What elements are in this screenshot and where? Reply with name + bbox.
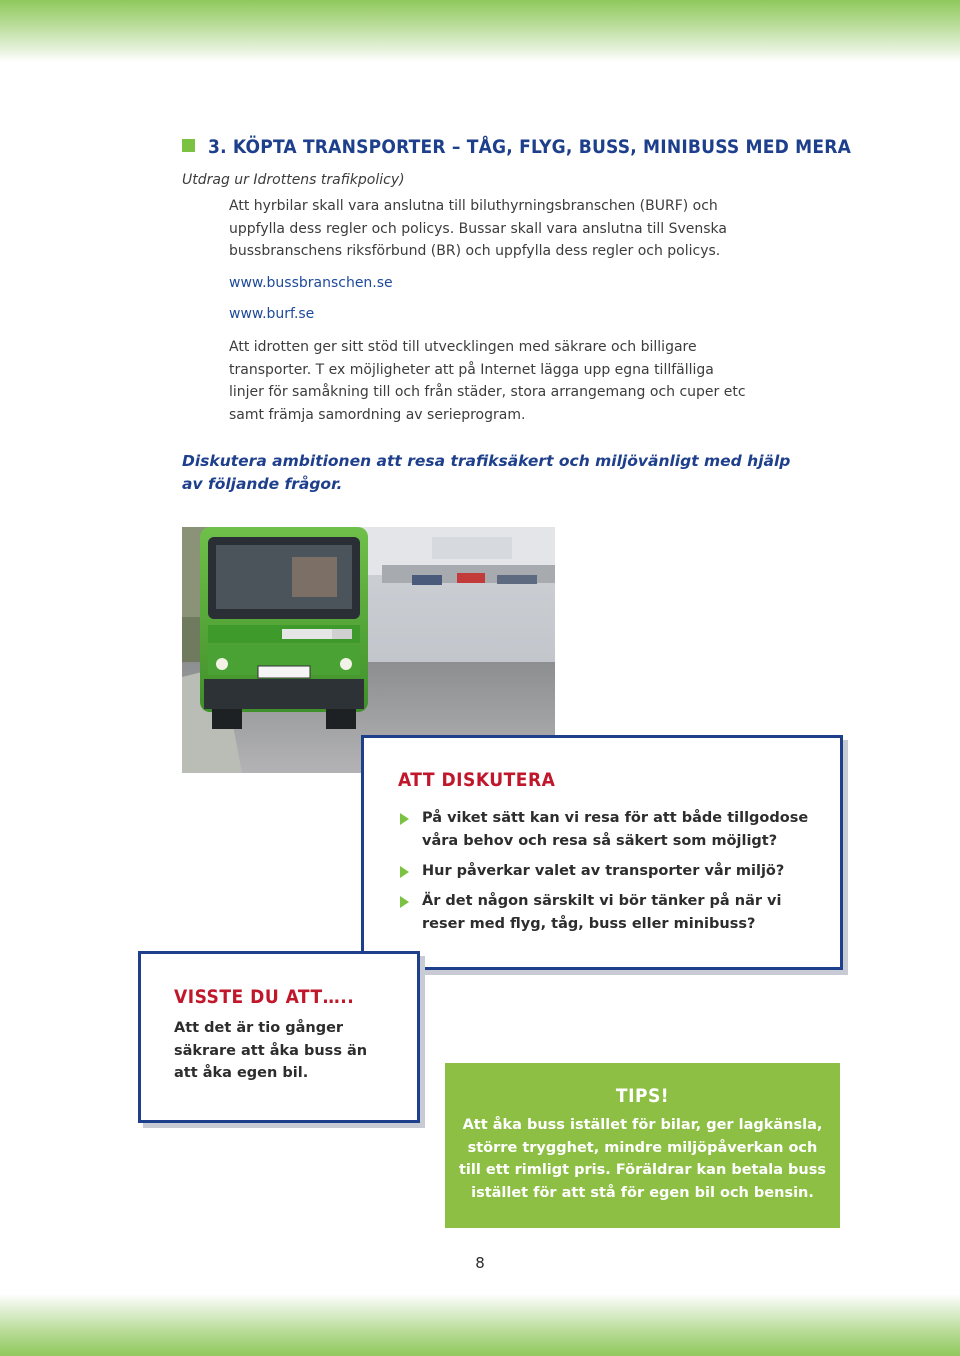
green-square-bullet-icon [182,139,195,152]
question-list [398,807,818,943]
discussion-box [361,735,843,970]
top-gradient-band [0,0,960,62]
support-paragraph: Att idrotten ger sitt stöd till utvecklingen med säkrare och billigare transporter. T ex möjligheter att på Internet lägga upp egna tillfälliga linjer för samåkning till och från städer, stora arrangemang och cuper etc samt främja samordning av serieprogram. [229,339,746,423]
policy-excerpt-label: Utdrag ur Idrottens trafikpolicy) [182,172,405,188]
link-burf[interactable]: www.burf.se [229,306,315,322]
triangle-bullet-icon [400,813,409,825]
tips-title: TIPS! [615,1085,670,1107]
did-you-know-title: VISSTE DU ATT….. [174,986,355,1008]
list-item [398,860,818,883]
page-number: 8 [475,1254,485,1272]
policy-paragraph: Att hyrbilar skall vara anslutna till biluthyrningsbranschen (BURF) och uppfylla dess regler och policys. Bussar skall vara anslutna till Svenska bussbranschens riksförbund (BR) och uppfylla dess regler och policys. [229,198,727,259]
triangle-bullet-icon [400,866,409,878]
section-heading [182,136,882,158]
did-you-know-text: Att det är tio gånger säkrare att åka buss än att åka egen bil. [174,1020,368,1081]
question-text: Är det någon särskilt vi bör tänker på när vi reser med flyg, tåg, buss eller minibuss? [422,893,782,932]
bottom-gradient-band [0,1294,960,1356]
triangle-bullet-icon [400,896,409,908]
question-text: Hur påverkar valet av transporter vår miljö? [422,863,785,879]
list-item [398,890,818,936]
list-item [398,807,818,853]
section-heading-text: 3. KÖPTA TRANSPORTER – TÅG, FLYG, BUSS, MINIBUSS MED MERA [208,136,852,158]
tips-text: Att åka buss istället för bilar, ger lagkänsla, större trygghet, mindre miljöpåverkan och till ett rimligt pris. Föräldrar kan betala buss istället för att stå för egen bil och bensin. [458,1117,827,1201]
link-bussbranschen[interactable]: www.bussbranschen.se [229,275,393,291]
tips-box [445,1063,840,1228]
did-you-know-box [138,951,420,1123]
discussion-title: ATT DISKUTERA [398,769,556,791]
discuss-prompt: Diskutera ambitionen att resa trafiksäkert och miljövänligt med hjälp av följande frågor. [182,452,791,493]
question-text: På viket sätt kan vi resa för att både tillgodose våra behov och resa så säkert som möjligt? [422,810,809,849]
